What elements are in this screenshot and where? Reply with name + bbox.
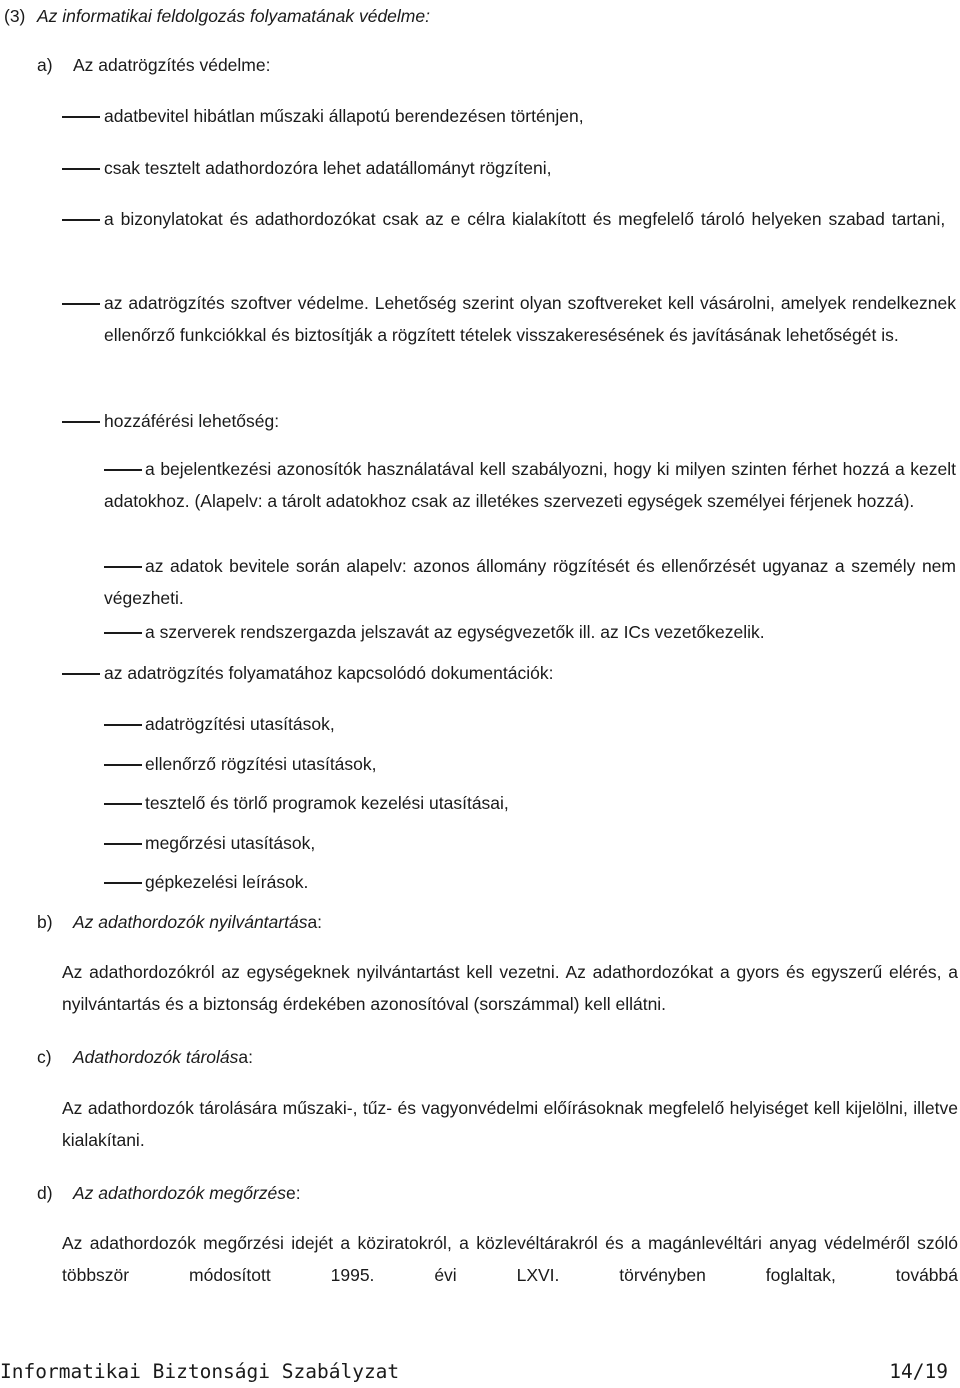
list-item: a bizonylatokat és adathordozókat csak az e célra kialakított és megfelelő tároló helyeken szabad tartani, [104,209,946,229]
list-item: az adatok bevitele során alapelv: azonos állomány rögzítését és ellenőrzését ugyanaz a személy nem végezheti. [104,556,956,608]
dash-bullet [62,673,100,675]
list-item: hozzáférési lehetőség: [104,411,280,431]
section-number: (3) [4,6,26,26]
footer-title: Informatikai Biztonsági Szabályzat [0,1360,400,1383]
subsection-d-letter: d) [37,1183,53,1203]
dash-bullet [62,421,100,423]
list-item: ellenőrző rögzítési utasítások, [145,754,377,774]
subsection-b-title-italic: Az adathordozók nyilvántartás [73,912,308,932]
subsection-b-title-suffix: a: [307,912,323,932]
list-item: tesztelő és törlő programok kezelési utasításai, [145,793,509,813]
subsection-c-title-italic: Adathordozók tárolás [73,1047,239,1067]
subsection-a-title: Az adatrögzítés védelme: [73,55,271,75]
subsection-b-title [73,906,322,938]
subsection-b-letter: b) [37,912,53,932]
list-item: megőrzési utasítások, [145,833,316,853]
dash-bullet [62,116,100,118]
list-item: gépkezelési leírások. [145,872,309,892]
list-item: adatrögzítési utasítások, [145,714,335,734]
dash-bullet [62,168,100,170]
list-item: a szerverek rendszergazda jelszavát az egységvezetők ill. az ICs vezetőkezelik. [145,622,765,642]
list-item: csak tesztelt adathordozóra lehet adatállományt rögzíteni, [104,158,552,178]
subsection-a-letter: a) [37,55,53,75]
list-item: az adatrögzítés szoftver védelme. Lehetőség szerint olyan szoftvereket kell vásárolni, amelyek rendelkeznek ellenőrző funkciókkal és biztosítják a rögzített tételek visszakeresésének és javításának lehetőségét is. [104,293,956,345]
page-footer [0,1356,948,1388]
paragraph-d: Az adathordozók megőrzési idejét a köziratokról, a közlevéltárakról és a magánlevéltári anyag védelméről szóló többször módosított 1995. évi LXVI. törvényben foglaltak, továbbá [62,1233,958,1285]
section-title: Az informatikai feldolgozás folyamatának védelme: [37,6,430,26]
subsection-c-title-suffix: a: [238,1047,253,1067]
subsection-c-title [73,1041,253,1073]
paragraph-c: Az adathordozók tárolására műszaki-, tűz- és vagyonvédelmi előírásoknak megfelelő helyiséget kell kijelölni, illetve kialakítani. [62,1098,958,1150]
subsection-d-title-suffix: e: [286,1183,301,1203]
list-item: adatbevitel hibátlan műszaki állapotú berendezésen történjen, [104,106,584,126]
dash-bullet [62,303,100,305]
page-number: 14/19 [889,1360,948,1383]
subsection-c-letter: c) [37,1047,52,1067]
list-item: az adatrögzítés folyamatához kapcsolódó dokumentációk: [104,663,554,683]
dash-bullet [62,219,100,221]
subsection-d-title [73,1177,301,1209]
list-item: a bejelentkezési azonosítók használatával kell szabályozni, hogy ki milyen szinten férhet hozzá a kezelt adatokhoz. (Alapelv: a tárolt adatokhoz csak az illetékes szervezeti egységek személyei férjenek hozzá). [104,459,956,511]
subsection-d-title-italic: Az adathordozók megőrzés [73,1183,287,1203]
paragraph-b: Az adathordozókról az egységeknek nyilvántartást kell vezetni. Az adathordozókat a gyors és egyszerű elérés, a nyilvántartás és a biztonság érdekében azonosítóval (sorszámmal) kell ellátni. [62,962,958,1014]
